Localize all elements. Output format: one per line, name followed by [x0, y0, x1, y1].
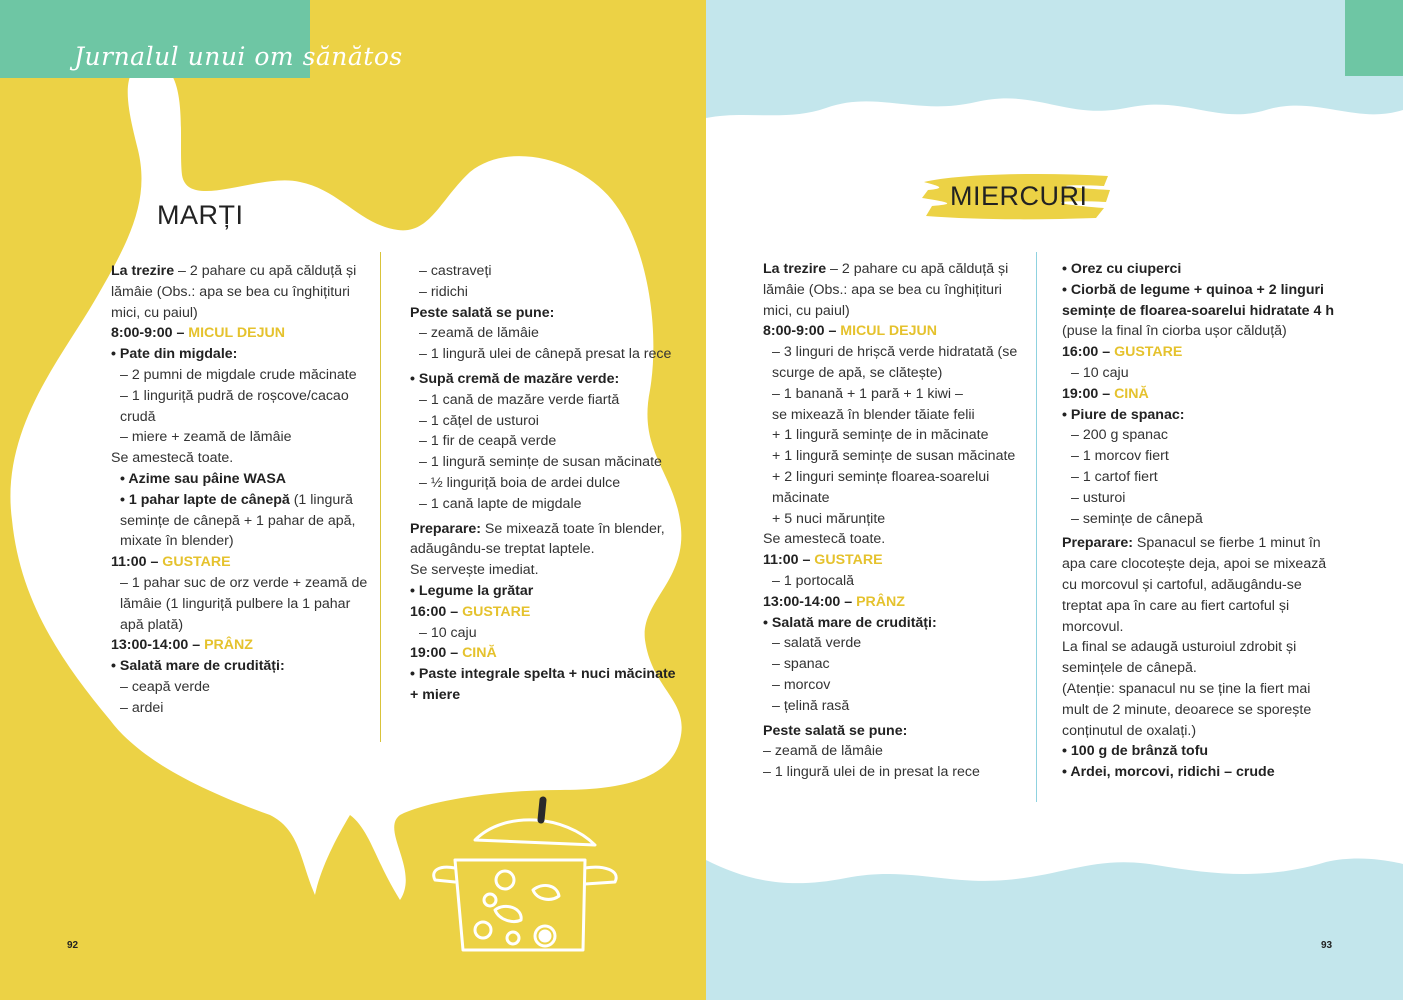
preparation-text: Preparare: Spanacul se fierbe 1 minut în apa care clocotește deja, apoi se mixează cu morcovul și cartoful, adăugându-se treptat apa în care au fiert cartoful și morcovul.	[1062, 535, 1327, 635]
column-divider	[380, 252, 381, 742]
day-title-marti: MARȚI	[157, 200, 244, 230]
list-item: – 2 pumni de migdale crude măcinate	[120, 366, 357, 383]
list-item: • Orez cu ciuperci	[1062, 261, 1182, 277]
list-item: – zeamă de lămâie	[763, 743, 883, 760]
list-item: – 10 caju	[1071, 364, 1129, 381]
list-item: – miere + zeamă de lămâie	[120, 429, 292, 446]
breakfast-heading: 8:00-9:00 – MICUL DEJUN	[111, 325, 285, 342]
topping-heading: Peste salată se pune:	[763, 722, 908, 739]
list-item: – ceapă verde	[120, 678, 210, 695]
page-number: 93	[1321, 940, 1333, 951]
list-item: + 1 lingură semințe de in măcinate	[772, 427, 989, 444]
list-item: • Azime sau pâine WASA	[120, 470, 287, 487]
snack-heading: 11:00 – GUSTARE	[763, 552, 883, 569]
snack-heading: 16:00 – GUSTARE	[1062, 344, 1183, 361]
list-item: • Ciorbă de legume + quinoa + 2 linguri semințe de floarea-soarelui hidratate 4 h (puse la final în ciorba ușor călduță)	[1062, 281, 1335, 340]
list-item: – spanac	[772, 656, 830, 673]
breakfast-heading: 8:00-9:00 – MICUL DEJUN	[763, 323, 937, 340]
page-number: 92	[67, 940, 79, 951]
left-column-2	[410, 261, 685, 706]
list-item: • Paste integrale spelta + nuci măcinate + miere	[410, 666, 676, 703]
lunch-heading: 13:00-14:00 – PRÂNZ	[111, 637, 253, 654]
list-item: – 1 fir de ceapă verde	[419, 433, 557, 450]
list-item: – 1 banană + 1 pară + 1 kiwi –	[772, 385, 963, 402]
topping-heading: Peste salată se pune:	[410, 304, 555, 321]
list-item: – 1 cană de mazăre verde fiartă	[419, 391, 620, 408]
right-page	[706, 0, 1403, 1000]
book-title: Jurnalul unui om sănătos	[74, 42, 403, 71]
list-item: – usturoi	[1071, 489, 1126, 506]
list-item: Se amestecă toate.	[763, 531, 886, 548]
list-item: • Pate din migdale:	[111, 346, 238, 363]
list-item: – țelină rasă	[772, 697, 850, 714]
list-item: • Supă cremă de mazăre verde:	[410, 370, 620, 387]
list-item: – castraveți	[419, 263, 492, 279]
list-item: – salată verde	[772, 635, 862, 652]
list-item: + 1 lingură semințe de susan măcinate	[772, 448, 1016, 465]
list-item: – ridichi	[419, 283, 468, 300]
lunch-heading: 13:00-14:00 – PRÂNZ	[763, 593, 905, 610]
list-item: – 3 linguri de hrișcă verde hidratată (se scurge de apă, se clătește)	[772, 344, 1018, 381]
list-item: – 1 pahar suc de orz verde + zeamă de lămâie (1 linguriță pulbere la 1 pahar apă plată)	[120, 574, 368, 633]
list-item: – 1 morcov fiert	[1071, 448, 1169, 465]
list-item: – 1 portocală	[772, 572, 855, 589]
list-item: + 2 linguri semințe floarea-soarelui măcinate	[772, 468, 990, 506]
corner-tab	[1345, 0, 1403, 76]
note-text: (Atenție: spanacul nu se ține la fiert mai mult de 2 minute, deoarece se sporește conținutul de oxalați.)	[1062, 680, 1312, 739]
list-item: – 200 g spanac	[1071, 427, 1169, 444]
column-divider	[1036, 252, 1037, 802]
list-item: – 1 lingură semințe de susan măcinate	[419, 454, 662, 471]
snack-heading: 11:00 – GUSTARE	[111, 554, 231, 571]
left-column-1	[111, 261, 376, 719]
list-item: – ardei	[120, 699, 164, 716]
cooking-pot-icon	[425, 790, 625, 960]
right-column-2	[1062, 259, 1337, 783]
list-item: – 1 cană lapte de migdale	[419, 495, 582, 512]
wake-up-line: La trezire – 2 pahare cu apă călduță și lămâie (Obs.: apa se bea cu înghițituri mici, cu paiul)	[763, 261, 1009, 319]
dinner-heading: 19:00 – CINĂ	[1062, 385, 1149, 402]
list-item: – 1 lingură ulei de cânepă presat la rece	[419, 346, 672, 363]
list-item: • Salată mare de crudități:	[111, 658, 285, 675]
list-item: • 1 pahar lapte de cânepă (1 lingură semințe de cânepă + 1 pahar de apă, mixate în blender)	[120, 491, 356, 550]
wake-up-line: La trezire – 2 pahare cu apă călduță și lămâie (Obs.: apa se bea cu înghițituri mici, cu paiul)	[111, 263, 357, 321]
list-item: – 1 cartof fiert	[1071, 468, 1158, 485]
list-item: – ½ linguriță boia de ardei dulce	[419, 474, 621, 491]
right-column-1	[763, 259, 1033, 783]
list-item: – zeamă de lămâie	[419, 325, 539, 342]
list-item: – 10 caju	[419, 624, 477, 641]
list-item: – 1 cățel de usturoi	[419, 412, 539, 429]
list-item: • Legume la grătar	[410, 582, 534, 599]
list-item: • Ardei, morcovi, ridichi – crude	[1062, 764, 1275, 781]
list-item: • 100 g de brânză tofu	[1062, 743, 1209, 760]
list-item: La final se adaugă usturoiul zdrobit și semințele de cânepă.	[1062, 639, 1297, 677]
list-item: Se servește imediat.	[410, 562, 539, 579]
list-item: + 5 nuci mărunțite	[772, 510, 886, 527]
list-item: – morcov	[772, 676, 831, 693]
snack-heading: 16:00 – GUSTARE	[410, 603, 531, 620]
preparation-text: Preparare: Se mixează toate în blender, adăugându-se treptat laptele.	[410, 520, 665, 558]
list-item: – semințe de cânepă	[1071, 510, 1203, 527]
day-title-miercuri: MIERCURI	[950, 181, 1088, 211]
list-item: Se amestecă toate.	[111, 450, 234, 467]
list-item: • Salată mare de crudități:	[763, 614, 937, 631]
list-item: • Piure de spanac:	[1062, 406, 1185, 423]
dinner-heading: 19:00 – CINĂ	[410, 645, 497, 662]
list-item: – 1 linguriță pudră de roșcove/cacao crudă	[120, 387, 349, 425]
list-item: se mixează în blender tăiate felii	[772, 406, 975, 423]
list-item: – 1 lingură ulei de in presat la rece	[763, 764, 980, 781]
